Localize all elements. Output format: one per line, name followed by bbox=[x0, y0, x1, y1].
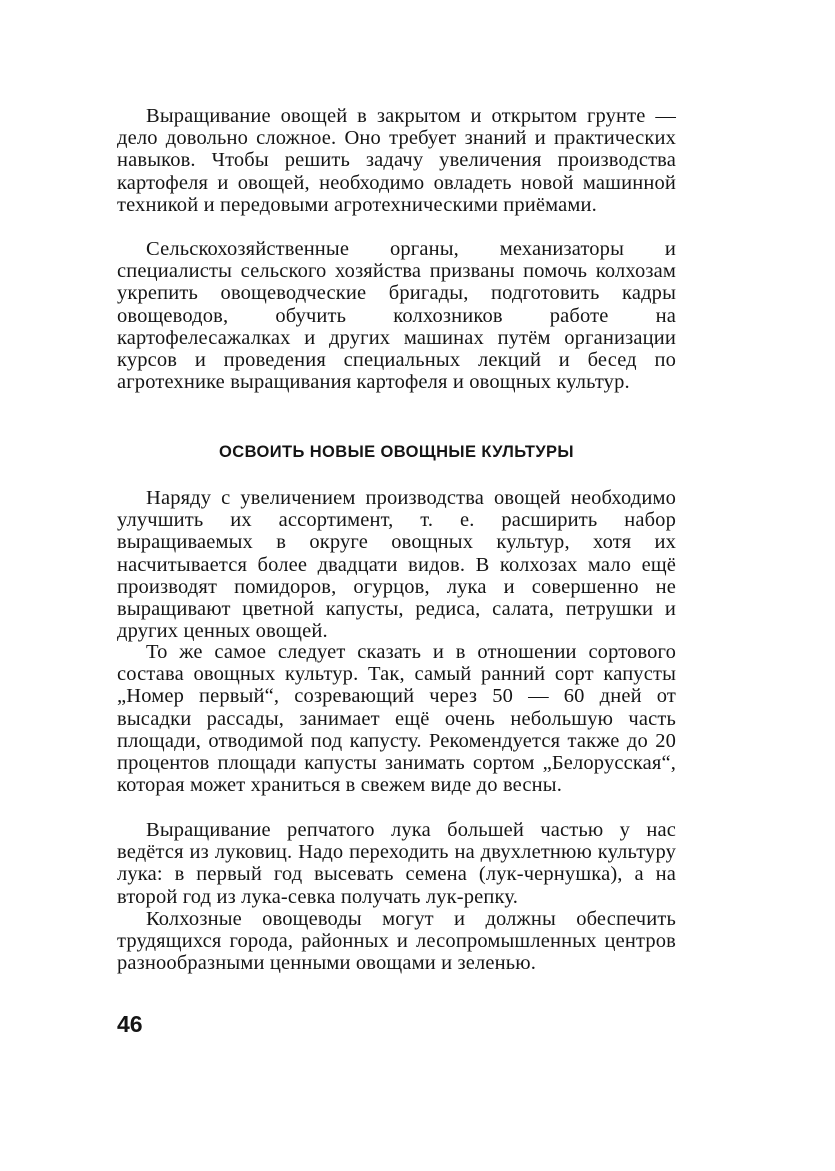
paragraph-onion-growing: Выращивание репчатого лука большей частью у нас ведётся из луковиц. Надо переходить на двухлетнюю культуру лука: в первый год высевать семена (лук-чернушка), а на второй год из лука-севка получать лук-репку. bbox=[117, 819, 676, 908]
section-heading: ОСВОИТЬ НОВЫЕ ОВОЩНЫЕ КУЛЬТУРЫ bbox=[219, 443, 574, 461]
paragraph-supply: Колхозные овощеводы могут и должны обеспечить трудящихся города, районных и лесопромышленных центров разнообразными ценными овощами и зеленью. bbox=[117, 908, 676, 975]
paragraph-vegetable-growing: Выращивание овощей в закрытом и открытом грунте — дело довольно сложное. Оно требует знаний и практических навыков. Чтобы решить задачу увеличения производства картофеля и овощей, необходимо овладеть новой машинной техникой и передовыми агротехническими приёмами. bbox=[117, 105, 676, 216]
page-number: 46 bbox=[117, 1011, 143, 1037]
paragraph-assortment: Наряду с увеличением производства овощей необходимо улучшить их ассортимент, т. е. расширить набор выращиваемых в округе овощных культур, хотя их насчитывается более двадцати видов. В колхозах мало ещё производят помидоров, огурцов, лука и совершенно не выращивают цветной капусты, редиса, салата, петрушки и других ценных овощей. bbox=[117, 487, 676, 643]
paragraph-varieties: То же самое следует сказать и в отношении сортового состава овощных культур. Так, самый ранний сорт капусты „Номер первый“, созревающий через 50 — 60 дней от высадки рассады, занимает ещё очень небольшую часть площади, отводимой под капусту. Рекомендуется также до 20 процентов площади капусты занимать сортом „Белорусская“, которая может храниться в свежем виде до весны. bbox=[117, 641, 676, 797]
paragraph-agricultural-bodies: Сельскохозяйственные органы, механизаторы и специалисты сельского хозяйства призваны помочь колхозам укрепить овощеводческие бригады, подготовить кадры овощеводов, обучить колхозников работе на картофелесажалках и других машинах путём организации курсов и проведения специальных лекций и бесед по агротехнике выращивания картофеля и овощных культур. bbox=[117, 238, 676, 394]
